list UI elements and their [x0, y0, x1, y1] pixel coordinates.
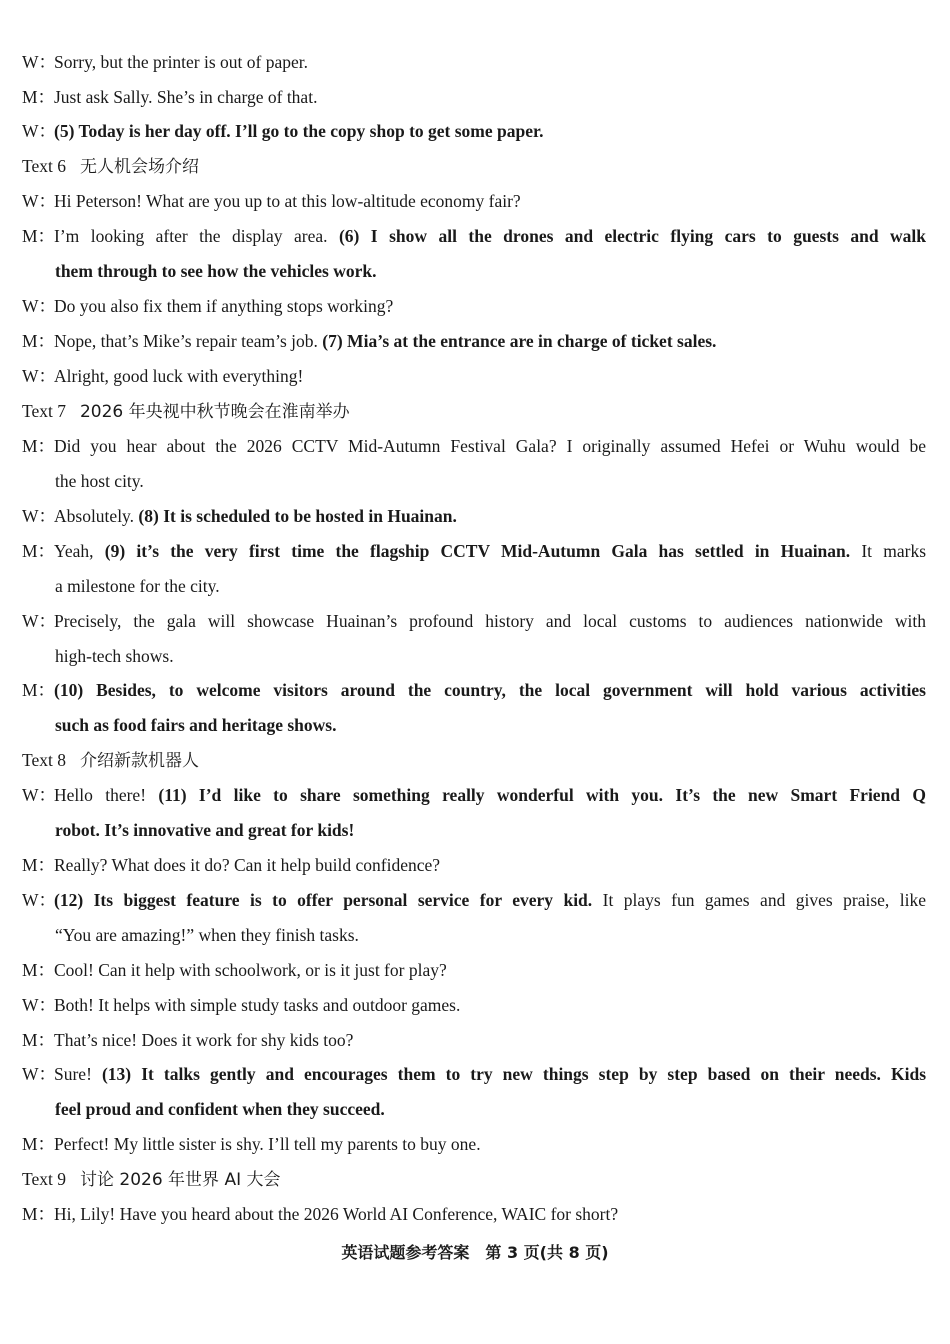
answer-text: (13) It talks gently and encourages them to try new things step by step based on their needs. Kids: [101, 1064, 927, 1084]
dialogue-text: Sorry, but the printer is out of paper.: [54, 52, 309, 72]
speaker-label: M：: [22, 855, 56, 875]
dialogue-text: Perfect! My little sister is shy. I’ll tell my parents to buy one.: [54, 1134, 481, 1154]
answer-text: (8) It is scheduled to be hosted in Huainan.: [138, 506, 457, 526]
speaker-label: M：: [22, 680, 56, 700]
dialogue-line: [22, 436, 926, 456]
dialogue-continuation: [55, 576, 220, 596]
dialogue-line: [22, 121, 544, 141]
dialogue-line: [22, 785, 926, 805]
dialogue-continuation: [55, 820, 354, 840]
dialogue-text: Hi Peterson! What are you up to at this low-altitude economy fair?: [54, 191, 521, 211]
section-title: 2026 年央视中秋节晚会在淮南举办: [79, 402, 350, 422]
answer-text: such as food fairs and heritage shows.: [55, 715, 337, 735]
answer-text: (11) I’d like to share something really wonderful with you. It’s the new Smart Friend Q: [158, 785, 926, 805]
speaker-label: M：: [22, 436, 56, 456]
answer-text: them through to see how the vehicles work.: [55, 261, 377, 281]
speaker-label: M：: [22, 541, 56, 561]
answer-text: (12) Its biggest feature is to offer personal service for every kid.: [54, 890, 593, 910]
speaker-label: M：: [22, 1134, 56, 1154]
page-footer: 英语试题参考答案 第 3 页(共 8 页): [341, 1243, 609, 1262]
dialogue-text: Really? What does it do? Can it help build confidence?: [54, 855, 441, 875]
dialogue-text: Absolutely.: [54, 506, 139, 526]
speaker-label: W：: [22, 506, 57, 526]
section-label: Text 6: [22, 156, 66, 176]
speaker-label: W：: [22, 366, 57, 386]
speaker-label: W：: [22, 995, 57, 1015]
dialogue-text: Do you also fix them if anything stops working?: [54, 296, 394, 316]
dialogue-line: [22, 855, 440, 875]
dialogue-text: It marks: [850, 541, 927, 561]
section-heading: [22, 156, 199, 177]
speaker-label: W：: [22, 611, 57, 631]
dialogue-line: [22, 1030, 353, 1050]
answer-text: robot. It’s innovative and great for kids!: [55, 820, 355, 840]
speaker-label: W：: [22, 296, 57, 316]
section-title: 介绍新款机器人: [79, 751, 199, 771]
speaker-label: M：: [22, 331, 56, 351]
speaker-label: M：: [22, 226, 56, 246]
speaker-label: W：: [22, 52, 57, 72]
dialogue-continuation: [55, 925, 359, 945]
dialogue-line: [22, 191, 521, 211]
answer-text: (7) Mia’s at the entrance are in charge of ticket sales.: [322, 331, 717, 351]
dialogue-text: Sure!: [54, 1064, 102, 1084]
dialogue-text: That’s nice! Does it work for shy kids too?: [54, 1030, 354, 1050]
dialogue-text: Hello there!: [54, 785, 159, 805]
dialogue-text: Yeah,: [54, 541, 105, 561]
answer-text: (9) it’s the very first time the flagship CCTV Mid-Autumn Gala has settled in Huainan.: [104, 541, 851, 561]
dialogue-line: [22, 541, 926, 561]
dialogue-continuation: [55, 715, 337, 735]
dialogue-text: high-tech shows.: [55, 646, 174, 666]
dialogue-text: I’m looking after the display area.: [54, 226, 339, 246]
dialogue-text: It plays fun games and gives praise, like: [592, 890, 926, 910]
dialogue-line: [22, 960, 447, 980]
speaker-label: W：: [22, 121, 57, 141]
dialogue-continuation: [55, 261, 376, 281]
section-label: Text 8: [22, 750, 66, 770]
dialogue-line: [22, 87, 317, 107]
dialogue-continuation: [55, 471, 144, 491]
speaker-label: M：: [22, 1204, 56, 1224]
dialogue-text: Precisely, the gala will showcase Huainan’s profound history and local customs to audiences nationwide with: [54, 611, 926, 631]
dialogue-text: Both! It helps with simple study tasks and outdoor games.: [54, 995, 461, 1015]
dialogue-line: [22, 1204, 618, 1224]
speaker-label: M：: [22, 1030, 56, 1050]
dialogue-text: a milestone for the city.: [55, 576, 220, 596]
answer-text: feel proud and confident when they succeed.: [55, 1099, 385, 1119]
section-label: Text 9: [22, 1169, 66, 1189]
dialogue-continuation: [55, 646, 174, 666]
answer-text: (10) Besides, to welcome visitors around the country, the local government will hold various activities: [54, 680, 926, 700]
section-title: 无人机会场介绍: [79, 157, 199, 177]
dialogue-text: Nope, that’s Mike’s repair team’s job.: [54, 331, 323, 351]
speaker-label: M：: [22, 960, 56, 980]
dialogue-line: [22, 1134, 481, 1154]
dialogue-line: [22, 296, 393, 316]
speaker-label: W：: [22, 785, 57, 805]
dialogue-line: [22, 611, 926, 631]
dialogue-line: [22, 995, 460, 1015]
dialogue-continuation: [55, 1099, 385, 1119]
dialogue-line: [22, 331, 716, 351]
dialogue-text: Alright, good luck with everything!: [54, 366, 304, 386]
dialogue-line: [22, 506, 457, 526]
speaker-label: M：: [22, 87, 56, 107]
section-label: Text 7: [22, 401, 66, 421]
dialogue-text: Hi, Lily! Have you heard about the 2026 World AI Conference, WAIC for short?: [54, 1204, 619, 1224]
speaker-label: W：: [22, 191, 57, 211]
dialogue-line: [22, 1064, 926, 1084]
section-heading: [22, 1169, 281, 1190]
dialogue-text: the host city.: [55, 471, 144, 491]
dialogue-line: [22, 366, 303, 386]
speaker-label: W：: [22, 890, 57, 910]
dialogue-text: Just ask Sally. She’s in charge of that.: [54, 87, 318, 107]
dialogue-line: [22, 890, 926, 910]
dialogue-text: “You are amazing!” when they finish tasks.: [55, 925, 359, 945]
answer-text: (5) Today is her day off. I’ll go to the copy shop to get some paper.: [54, 121, 544, 141]
section-heading: [22, 401, 350, 422]
dialogue-line: [22, 52, 308, 72]
section-heading: [22, 750, 199, 771]
dialogue-line: [22, 680, 926, 700]
speaker-label: W：: [22, 1064, 57, 1084]
answer-text: (6) I show all the drones and electric flying cars to guests and walk: [338, 226, 926, 246]
dialogue-text: Cool! Can it help with schoolwork, or is it just for play?: [54, 960, 447, 980]
section-title: 讨论 2026 年世界 AI 大会: [79, 1170, 281, 1190]
dialogue-line: [22, 226, 926, 246]
dialogue-text: Did you hear about the 2026 CCTV Mid-Autumn Festival Gala? I originally assumed Hefei or Wuhu would be: [54, 436, 926, 456]
